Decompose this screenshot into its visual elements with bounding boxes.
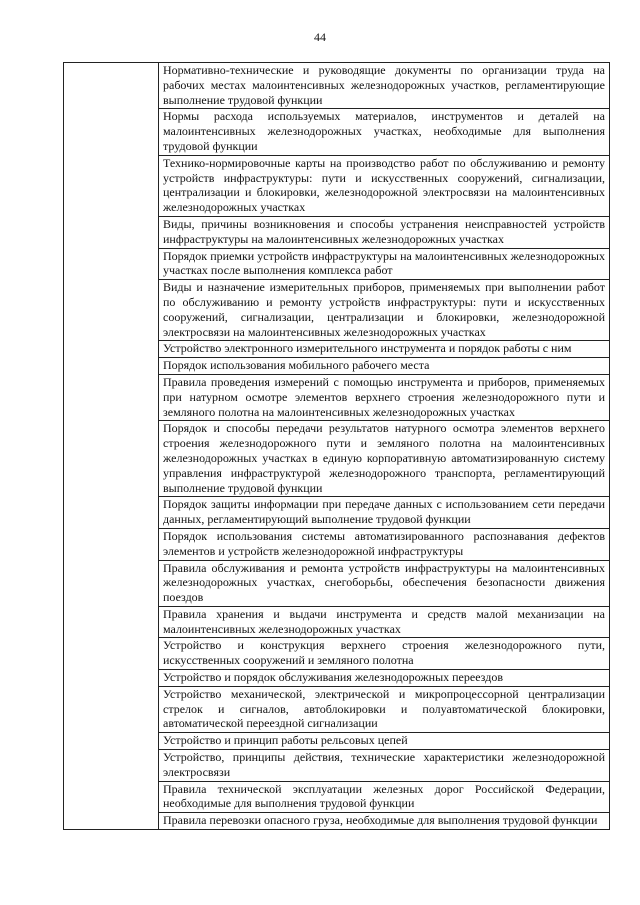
requirement-item: Правила хранения и выдачи инструмента и средств малой механизации на малоинтенсивных железнодорожных участках [159,606,610,638]
requirement-item: Нормативно-технические и руководящие документы по организации труда на рабочих местах малоинтенсивных железнодорожных участков, регламентирующие выполнение трудовой функции [159,63,610,109]
requirement-item: Порядок защиты информации при передаче данных с использованием сети передачи данных, регламентирующий выполнение трудовой функции [159,497,610,529]
requirement-item: Правила проведения измерений с помощью инструмента и приборов, применяемых при натурном осмотре элементов верхнего строения железнодорожного пути и земляного полотна на малоинтенсивных железнодорожных участках [159,374,610,420]
requirement-item: Виды, причины возникновения и способы устранения неисправностей устройств инфраструктуры на малоинтенсивных железнодорожных участках [159,216,610,248]
requirement-item: Устройство и принцип работы рельсовых цепей [159,733,610,750]
table-row [64,63,610,109]
requirement-item: Порядок использования мобильного рабочего места [159,358,610,375]
requirement-item: Устройство механической, электрической и микропроцессорной централизации стрелок и сигналов, автоблокировки и полуавтоматической блокировки, автоматической переездной сигнализации [159,686,610,732]
requirement-item: Виды и назначение измерительных приборов, применяемых при выполнении работ по обслуживанию и ремонту устройств инфраструктуры: пути и искусственных сооружений, сигнализации, централизации и блокировки, железнодорожной электросвязи на малоинтенсивных железнодорожных участках [159,280,610,341]
requirement-item: Порядок использования системы автоматизированного распознавания дефектов элементов и устройств железнодорожной инфраструктуры [159,528,610,560]
page-number: 44 [314,30,326,44]
requirement-item: Порядок приемки устройств инфраструктуры на малоинтенсивных железнодорожных участках после выполнения комплекса работ [159,248,610,280]
requirement-item: Правила технической эксплуатации железных дорог Российской Федерации, необходимые для выполнения трудовой функции [159,781,610,813]
requirement-item: Устройство и конструкция верхнего строения железнодорожного пути, искусственных сооружений и земляного полотна [159,638,610,670]
requirement-item: Правила обслуживания и ремонта устройств инфраструктуры на малоинтенсивных железнодорожных участках, снегоборьбы, обеспечения безопасности движения поездов [159,560,610,606]
knowledge-label-cell [64,63,159,830]
requirements-table [63,62,610,830]
requirement-item: Устройство и порядок обслуживания железнодорожных переездов [159,670,610,687]
requirement-item: Технико-нормировочные карты на производство работ по обслуживанию и ремонту устройств инфраструктуры: пути и искусственных сооружений, сигнализации, централизации и блокировки, железнодорожной электросвязи на малоинтенсивных железнодорожных участках [159,155,610,216]
requirement-item: Устройство электронного измерительного инструмента и порядок работы с ним [159,341,610,358]
requirement-item: Устройство, принципы действия, технические характеристики железнодорожной электросвязи [159,750,610,782]
requirement-item: Правила перевозки опасного груза, необходимые для выполнения трудовой функции [159,813,610,830]
requirement-item: Нормы расхода используемых материалов, инструментов и деталей на малоинтенсивных железнодорожных участках, необходимые для выполнения трудовой функции [159,109,610,155]
requirement-item: Порядок и способы передачи результатов натурного осмотра элементов верхнего строения железнодорожного пути и земляного полотна на малоинтенсивных железнодорожных участках в единую корпоративную автоматизированную систему управления инфраструктурой железнодорожного транспорта, регламентирующий выполнение трудовой функции [159,421,610,497]
